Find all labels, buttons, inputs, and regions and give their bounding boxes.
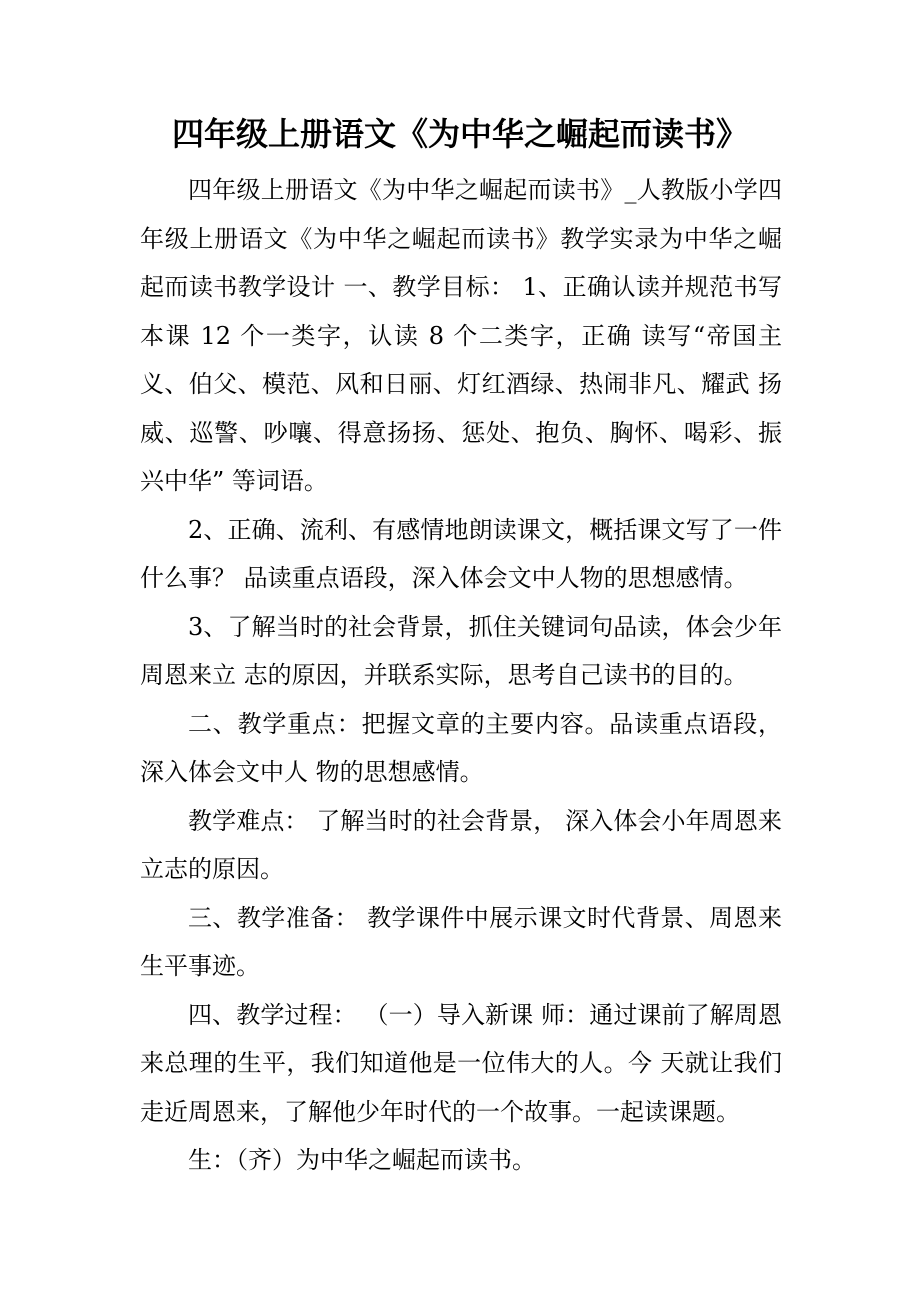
paragraph-objective-2: 2、正确、流利、有感情地朗读课文，概括课文写了一件什么事？ 品读重点语段，深入体会文中人物的思想感情。	[140, 515, 782, 592]
paragraph-key-points: 二、教学重点：把握文章的主要内容。品读重点语段，深入体会文中人 物的思想感情。	[140, 709, 782, 786]
paragraph-intro-objectives: 四年级上册语文《为中华之崛起而读书》_人教版小学四年级上册语文《为中华之崛起而读书》教学实录为中华之崛起而读书教学设计 一、教学目标： 1、正确认读并规范书写本课 12 个一类字，认读 8 个二类字，正确 读写“帝国主义、伯父、模范、风和日丽、灯红酒绿、热闹非凡、耀武 扬威、巡警、吵嚷、得意扬扬、惩处、抱负、胸怀、喝彩、振兴中华” 等词语。	[140, 176, 782, 495]
paragraph-objective-3: 3、了解当时的社会背景，抓住关键词句品读，体会少年周恩来立 志的原因，并联系实际，思考自己读书的目的。	[140, 612, 782, 689]
paragraph-preparation: 三、教学准备： 教学课件中展示课文时代背景、周恩来生平事迹。	[140, 903, 782, 980]
paragraph-process: 四、教学过程： （一）导入新课 师：通过课前了解周恩来总理的生平，我们知道他是一位伟大的人。今 天就让我们走近周恩来，了解他少年时代的一个故事。一起读课题。	[140, 1000, 782, 1126]
paragraph-difficulties: 教学难点： 了解当时的社会背景， 深入体会小年周恩来立志的原因。	[140, 806, 782, 883]
paragraph-student-response: 生：（齐）为中华之崛起而读书。	[188, 1146, 536, 1174]
document-title: 四年级上册语文《为中华之崛起而读书》	[171, 115, 748, 153]
document-body	[140, 166, 782, 1185]
